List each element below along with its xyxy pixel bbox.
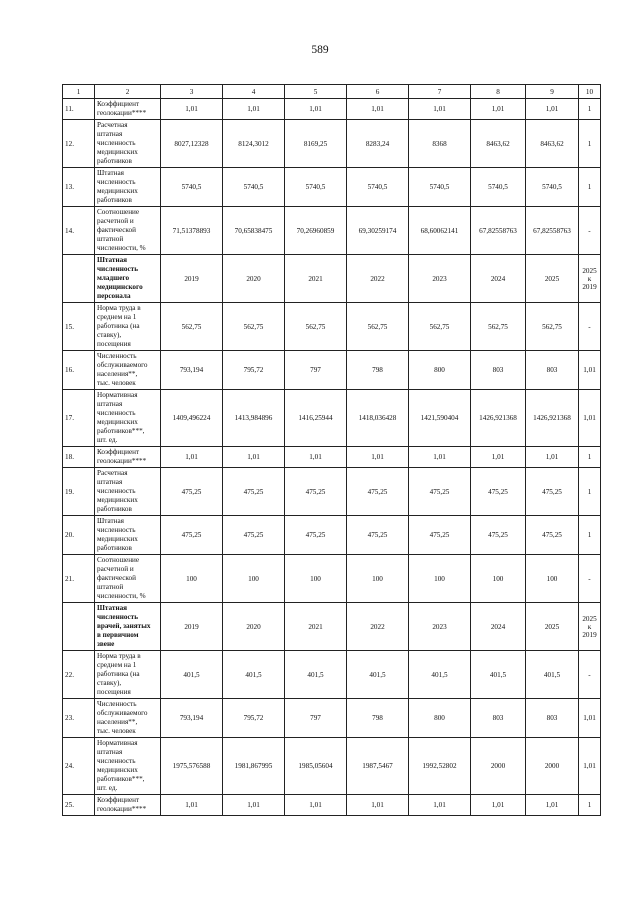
value-cell: 475,25 <box>409 468 471 516</box>
value-cell: 800 <box>409 351 471 390</box>
row-label-line: ставку), <box>97 331 122 339</box>
row-label-line: численности, % <box>97 244 146 252</box>
value-cell: 401,5 <box>285 651 347 699</box>
row-label-line: Коэффициент <box>97 796 140 804</box>
value-cell: 1,01 <box>409 447 471 468</box>
value-cell: 5740,5 <box>347 168 409 207</box>
value-cell: 1,01 <box>579 351 601 390</box>
value-cell: 71,51378893 <box>161 207 223 255</box>
row-label-line: Норма труда в <box>97 652 141 660</box>
row-label-line: численность <box>97 757 136 765</box>
value-cell: 1992,52802 <box>409 738 471 795</box>
value-cell: 1 <box>579 447 601 468</box>
row-number-cell: 13. <box>63 168 95 207</box>
row-number-cell: 24. <box>63 738 95 795</box>
row-label-line: ставку), <box>97 679 122 687</box>
value-cell: 475,25 <box>526 516 579 555</box>
row-label-cell <box>95 99 161 120</box>
value-cell: 1,01 <box>347 795 409 816</box>
row-number-cell: 12. <box>63 120 95 168</box>
table-row <box>63 651 601 699</box>
row-label-line: Численность <box>97 352 137 360</box>
row-label-line: геолокации**** <box>97 805 147 813</box>
value-cell: 1426,921368 <box>471 390 526 447</box>
value-cell: 795,72 <box>223 351 285 390</box>
row-label-line: работников <box>97 157 132 165</box>
table-row <box>63 795 601 816</box>
value-cell: 2023 <box>409 255 471 303</box>
row-label-cell <box>95 603 161 651</box>
row-number-cell: 20. <box>63 516 95 555</box>
value-cell: 1,01 <box>285 447 347 468</box>
value-cell: - <box>579 651 601 699</box>
row-label-line: персонала <box>97 292 131 300</box>
value-cell: 2021 <box>285 603 347 651</box>
row-label-cell <box>95 120 161 168</box>
page-number: 589 <box>311 44 329 56</box>
row-label-line: фактической <box>97 574 136 582</box>
row-number-cell: 23. <box>63 699 95 738</box>
value-cell: 795,72 <box>223 699 285 738</box>
table-body <box>63 85 601 816</box>
value-cell: 475,25 <box>409 516 471 555</box>
value-cell: 562,75 <box>526 303 579 351</box>
row-number-cell: 16. <box>63 351 95 390</box>
value-cell: 803 <box>526 351 579 390</box>
value-cell: 2000 <box>471 738 526 795</box>
row-label-line: медицинских <box>97 535 138 543</box>
row-number-cell: 18. <box>63 447 95 468</box>
row-label-cell <box>95 255 161 303</box>
value-cell: 100 <box>285 555 347 603</box>
value-cell: 1,01 <box>347 99 409 120</box>
value-cell: 1426,921368 <box>526 390 579 447</box>
value-cell: 562,75 <box>161 303 223 351</box>
value-cell: 1981,867995 <box>223 738 285 795</box>
row-label-line: работников***, <box>97 775 145 783</box>
row-label-cell <box>95 699 161 738</box>
value-cell: 1 <box>579 99 601 120</box>
value-cell: 1,01 <box>347 447 409 468</box>
row-label-line: численность <box>97 178 136 186</box>
value-cell: 2000 <box>526 738 579 795</box>
value-cell: 475,25 <box>471 468 526 516</box>
value-cell: 2022 <box>347 603 409 651</box>
row-label-line: штатная <box>97 130 123 138</box>
value-cell: 1985,05604 <box>285 738 347 795</box>
value-cell: 70,26960859 <box>285 207 347 255</box>
column-header-cell: 8 <box>471 85 526 99</box>
column-header-cell: 3 <box>161 85 223 99</box>
row-label-line: Нормативная <box>97 391 138 399</box>
value-cell: 1,01 <box>223 795 285 816</box>
value-cell: - <box>579 303 601 351</box>
value-cell: 8283,24 <box>347 120 409 168</box>
value-cell: 401,5 <box>161 651 223 699</box>
column-header-cell: 2 <box>95 85 161 99</box>
value-cell: 1421,590404 <box>409 390 471 447</box>
value-cell: 562,75 <box>471 303 526 351</box>
row-label-line: Соотношение <box>97 556 140 564</box>
row-label-cell <box>95 447 161 468</box>
value-cell: 798 <box>347 351 409 390</box>
value-cell: 8027,12328 <box>161 120 223 168</box>
row-label-line: посещения <box>97 340 131 348</box>
value-cell: 1 <box>579 468 601 516</box>
value-cell: 2025 к 2019 <box>579 255 601 303</box>
table-row <box>63 207 601 255</box>
value-cell: 562,75 <box>409 303 471 351</box>
row-label-line: расчетной и <box>97 217 134 225</box>
row-label-line: Расчетная <box>97 121 128 129</box>
value-cell: 2023 <box>409 603 471 651</box>
row-label-line: работника (на <box>97 670 140 678</box>
value-cell: 69,30259174 <box>347 207 409 255</box>
row-label-cell <box>95 516 161 555</box>
value-cell: 2025 <box>526 603 579 651</box>
row-number-cell: 22. <box>63 651 95 699</box>
value-cell: 1,01 <box>471 795 526 816</box>
value-cell: 1416,25944 <box>285 390 347 447</box>
value-cell: - <box>579 207 601 255</box>
row-label-line: штатной <box>97 235 124 243</box>
column-header-cell: 6 <box>347 85 409 99</box>
row-label-line: медицинских <box>97 418 138 426</box>
column-header-cell: 1 <box>63 85 95 99</box>
row-label-cell <box>95 555 161 603</box>
row-label-line: работников <box>97 196 132 204</box>
value-cell: 1,01 <box>579 390 601 447</box>
value-cell: 797 <box>285 351 347 390</box>
table-row <box>63 447 601 468</box>
row-label-line: численность <box>97 265 139 273</box>
value-cell: 562,75 <box>347 303 409 351</box>
value-cell: 2020 <box>223 255 285 303</box>
row-label-line: шт. ед. <box>97 784 118 792</box>
row-label-line: численность <box>97 526 136 534</box>
row-label-line: штатной <box>97 583 124 591</box>
row-label-line: численности, % <box>97 592 146 600</box>
column-header-cell: 5 <box>285 85 347 99</box>
row-label-line: геолокации**** <box>97 457 147 465</box>
value-cell: 5740,5 <box>409 168 471 207</box>
value-cell: 475,25 <box>285 516 347 555</box>
section-header-row <box>63 603 601 651</box>
row-label-line: работников***, <box>97 427 145 435</box>
row-label-line: среднем на 1 <box>97 313 137 321</box>
row-number-cell: 25. <box>63 795 95 816</box>
row-label-line: населения**, <box>97 370 138 378</box>
value-cell: 1,01 <box>409 99 471 120</box>
value-cell: 1,01 <box>526 447 579 468</box>
value-cell: 5740,5 <box>285 168 347 207</box>
section-header-row <box>63 255 601 303</box>
value-cell: 475,25 <box>285 468 347 516</box>
row-number-cell: 14. <box>63 207 95 255</box>
value-cell: 8169,25 <box>285 120 347 168</box>
row-label-cell <box>95 303 161 351</box>
value-cell: 8368 <box>409 120 471 168</box>
value-cell: 475,25 <box>347 468 409 516</box>
value-cell: 1,01 <box>579 699 601 738</box>
value-cell: 8463,62 <box>526 120 579 168</box>
row-label-line: Штатная <box>97 604 128 612</box>
value-cell: 1,01 <box>471 99 526 120</box>
row-label-cell <box>95 390 161 447</box>
row-label-line: врачей, занятых <box>97 622 151 630</box>
row-label-line: посещения <box>97 688 131 696</box>
value-cell: 1,01 <box>161 795 223 816</box>
row-label-line: численность <box>97 613 139 621</box>
value-cell: 475,25 <box>223 516 285 555</box>
value-cell: 475,25 <box>161 468 223 516</box>
row-label-line: штатная <box>97 400 123 408</box>
value-cell: 803 <box>471 699 526 738</box>
value-cell: 2019 <box>161 603 223 651</box>
row-label-line: тыс. человек <box>97 379 136 387</box>
value-cell: 5740,5 <box>471 168 526 207</box>
value-cell: 1987,5467 <box>347 738 409 795</box>
row-label-line: населения**, <box>97 718 138 726</box>
row-label-line: младшего <box>97 274 130 282</box>
value-cell: 797 <box>285 699 347 738</box>
value-cell: 1418,036428 <box>347 390 409 447</box>
value-cell: 1 <box>579 795 601 816</box>
row-label-line: геолокации**** <box>97 109 147 117</box>
row-number-cell: 17. <box>63 390 95 447</box>
row-label-cell <box>95 351 161 390</box>
row-label-line: медицинских <box>97 148 138 156</box>
value-cell: 401,5 <box>526 651 579 699</box>
row-label-cell <box>95 651 161 699</box>
row-number-cell <box>63 255 95 303</box>
row-label-line: медицинских <box>97 187 138 195</box>
row-label-line: Штатная <box>97 517 124 525</box>
value-cell: 100 <box>161 555 223 603</box>
value-cell: 8463,62 <box>471 120 526 168</box>
row-number-cell: 19. <box>63 468 95 516</box>
value-cell: 67,82558763 <box>526 207 579 255</box>
row-label-line: шт. ед. <box>97 436 118 444</box>
value-cell: 1,01 <box>223 447 285 468</box>
value-cell: 2024 <box>471 603 526 651</box>
value-cell: - <box>579 555 601 603</box>
column-header-cell: 4 <box>223 85 285 99</box>
row-label-line: обслуживаемого <box>97 361 148 369</box>
row-label-line: штатная <box>97 748 123 756</box>
row-label-line: Нормативная <box>97 739 138 747</box>
row-label-line: Штатная <box>97 256 128 264</box>
value-cell: 401,5 <box>347 651 409 699</box>
value-cell: 475,25 <box>347 516 409 555</box>
value-cell: 1,01 <box>223 99 285 120</box>
table-row <box>63 468 601 516</box>
row-number-cell: 15. <box>63 303 95 351</box>
row-label-cell <box>95 738 161 795</box>
table-row <box>63 168 601 207</box>
value-cell: 1409,496224 <box>161 390 223 447</box>
value-cell: 401,5 <box>409 651 471 699</box>
value-cell: 2025 <box>526 255 579 303</box>
column-header-cell: 9 <box>526 85 579 99</box>
value-cell: 2021 <box>285 255 347 303</box>
row-label-line: фактической <box>97 226 136 234</box>
table-row <box>63 99 601 120</box>
row-label-cell <box>95 168 161 207</box>
value-cell: 793,194 <box>161 699 223 738</box>
value-cell: 100 <box>223 555 285 603</box>
value-cell: 1 <box>579 120 601 168</box>
row-label-line: Штатная <box>97 169 124 177</box>
row-label-line: численность <box>97 409 136 417</box>
value-cell: 1,01 <box>161 447 223 468</box>
row-label-line: медицинских <box>97 766 138 774</box>
row-label-line: обслуживаемого <box>97 709 148 717</box>
value-cell: 2025 к 2019 <box>579 603 601 651</box>
row-label-line: среднем на 1 <box>97 661 137 669</box>
value-cell: 100 <box>409 555 471 603</box>
row-label-line: медицинских <box>97 496 138 504</box>
table-row <box>63 303 601 351</box>
value-cell: 1,01 <box>526 795 579 816</box>
value-cell: 401,5 <box>471 651 526 699</box>
value-cell: 475,25 <box>223 468 285 516</box>
value-cell: 5740,5 <box>223 168 285 207</box>
value-cell: 5740,5 <box>161 168 223 207</box>
table-row <box>63 699 601 738</box>
value-cell: 2022 <box>347 255 409 303</box>
row-label-line: численность <box>97 487 136 495</box>
value-cell: 562,75 <box>223 303 285 351</box>
row-label-line: Соотношение <box>97 208 140 216</box>
value-cell: 2019 <box>161 255 223 303</box>
value-cell: 1413,984896 <box>223 390 285 447</box>
value-cell: 68,60062141 <box>409 207 471 255</box>
value-cell: 798 <box>347 699 409 738</box>
value-cell: 100 <box>526 555 579 603</box>
table-row <box>63 351 601 390</box>
value-cell: 2020 <box>223 603 285 651</box>
row-label-cell <box>95 795 161 816</box>
table-row <box>63 516 601 555</box>
value-cell: 401,5 <box>223 651 285 699</box>
row-label-line: численность <box>97 139 136 147</box>
row-label-line: Коэффициент <box>97 448 140 456</box>
row-label-line: медицинского <box>97 283 143 291</box>
row-label-cell <box>95 468 161 516</box>
row-label-line: звене <box>97 640 115 648</box>
row-label-line: в первичном <box>97 631 139 639</box>
row-number-cell <box>63 603 95 651</box>
row-label-line: штатная <box>97 478 123 486</box>
value-cell: 562,75 <box>285 303 347 351</box>
row-number-cell: 21. <box>63 555 95 603</box>
value-cell: 100 <box>347 555 409 603</box>
row-label-line: расчетной и <box>97 565 134 573</box>
value-cell: 800 <box>409 699 471 738</box>
table-row <box>63 390 601 447</box>
value-cell: 475,25 <box>526 468 579 516</box>
table-row <box>63 120 601 168</box>
value-cell: 1,01 <box>579 738 601 795</box>
value-cell: 1 <box>579 516 601 555</box>
row-label-line: Норма труда в <box>97 304 141 312</box>
value-cell: 1,01 <box>471 447 526 468</box>
value-cell: 67,82558763 <box>471 207 526 255</box>
row-label-line: Коэффициент <box>97 100 140 108</box>
value-cell: 475,25 <box>471 516 526 555</box>
table-row <box>63 738 601 795</box>
value-cell: 5740,5 <box>526 168 579 207</box>
value-cell: 475,25 <box>161 516 223 555</box>
row-label-line: тыс. человек <box>97 727 136 735</box>
table-row <box>63 555 601 603</box>
value-cell: 1,01 <box>285 795 347 816</box>
value-cell: 1,01 <box>285 99 347 120</box>
table-header-row <box>63 85 601 99</box>
value-cell: 2024 <box>471 255 526 303</box>
value-cell: 70,65838475 <box>223 207 285 255</box>
value-cell: 100 <box>471 555 526 603</box>
value-cell: 8124,3012 <box>223 120 285 168</box>
value-cell: 1 <box>579 168 601 207</box>
column-header-cell: 10 <box>579 85 601 99</box>
column-header-cell: 7 <box>409 85 471 99</box>
value-cell: 803 <box>526 699 579 738</box>
value-cell: 1975,576588 <box>161 738 223 795</box>
value-cell: 1,01 <box>409 795 471 816</box>
value-cell: 803 <box>471 351 526 390</box>
data-table <box>62 84 601 816</box>
row-label-line: работника (на <box>97 322 140 330</box>
value-cell: 1,01 <box>526 99 579 120</box>
row-label-line: Численность <box>97 700 137 708</box>
value-cell: 793,194 <box>161 351 223 390</box>
row-label-line: работников <box>97 544 132 552</box>
row-label-line: работников <box>97 505 132 513</box>
row-label-cell <box>95 207 161 255</box>
value-cell: 1,01 <box>161 99 223 120</box>
row-number-cell: 11. <box>63 99 95 120</box>
row-label-line: Расчетная <box>97 469 128 477</box>
